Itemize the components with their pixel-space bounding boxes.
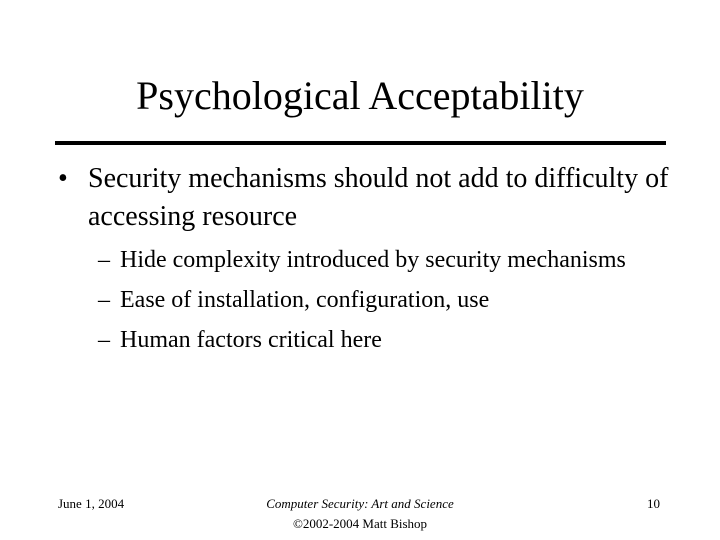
page-number: 10 xyxy=(647,496,660,511)
footer-book-title: Computer Security: Art and Science xyxy=(266,496,454,511)
bullet-text: Security mechanisms should not add to difficulty of accessing resource xyxy=(88,163,669,232)
sub-bullet-list xyxy=(58,244,678,356)
sub-bullet-marker: – xyxy=(98,287,110,313)
footer-copyright: ©2002-2004 Matt Bishop xyxy=(292,516,428,531)
sub-bullet-item xyxy=(98,284,678,316)
sub-bullet-text: Hide complexity introduced by security mechanisms xyxy=(120,247,626,273)
footer-source xyxy=(200,494,520,534)
slide-title: Psychological Acceptability xyxy=(136,73,584,118)
bullet-item xyxy=(58,160,678,236)
bullet-marker: • xyxy=(58,163,68,194)
footer-date: June 1, 2004 xyxy=(58,496,125,511)
sub-bullet-text: Ease of installation, configuration, use xyxy=(120,287,490,313)
slide-body xyxy=(58,160,678,364)
sub-bullet-text: Human factors critical here xyxy=(120,327,382,353)
title-divider xyxy=(55,141,666,145)
sub-bullet-marker: – xyxy=(98,247,110,273)
sub-bullet-item xyxy=(98,324,678,356)
sub-bullet-item xyxy=(98,244,678,276)
sub-bullet-marker: – xyxy=(98,327,110,353)
